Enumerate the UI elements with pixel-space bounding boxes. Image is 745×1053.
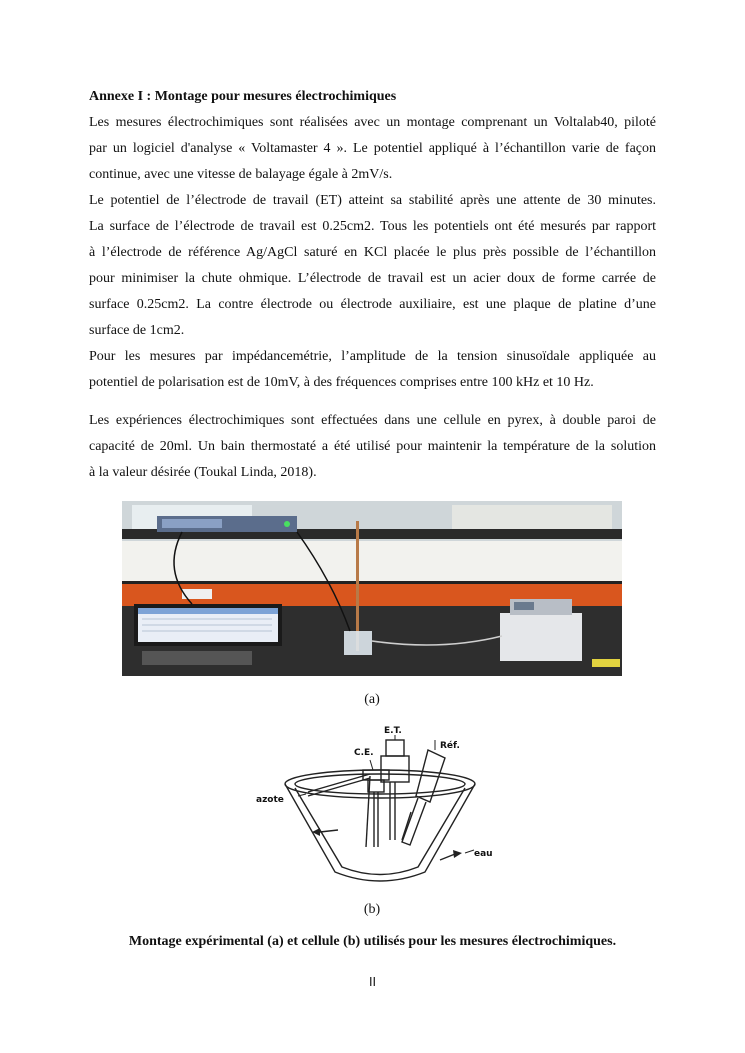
text-line: Les expériences électrochimiques sont effectuées dans une cellule en pyrex, à double paroi de [89,413,656,428]
text-line: capacité de 20ml. Un bain thermostaté a été utilisé pour maintenir la température de la solution [89,439,656,454]
text-line: pour minimiser la chute ohmique. L’électrode de travail est un acier doux de forme carrée de [89,271,656,286]
figure-label-a: (a) [364,692,380,707]
figure-caption: Montage expérimental (a) et cellule (b) utilisés pour les mesures électrochimiques. [128,934,617,949]
electrochemical-cell-drawing [250,722,493,890]
text-line: Pour les mesures par impédancemétrie, l’amplitude de la tension sinusoïdale appliquée au [89,349,656,364]
text-line: Le potentiel de l’électrode de travail (ET) atteint sa stabilité après une attente de 30 minutes. [89,193,656,208]
page-number: II [368,975,377,989]
text-line: à la valeur désirée (Toukal Linda, 2018). [89,465,317,480]
text-line: La surface de l’électrode de travail est 0.25cm2. Tous les potentiels ont été mesurés par rapport [89,219,656,234]
label-ref: Réf. [440,741,460,751]
text-line: surface de 1cm2. [89,323,185,338]
figure-label-b: (b) [363,902,381,917]
label-eau: eau [474,849,493,859]
lab-setup-illustration [122,501,622,676]
text-line: potentiel de polarisation est de 10mV, à des fréquences comprises entre 100 kHz et 10 Hz. [89,375,594,390]
lab-setup-photo [122,501,622,676]
label-ce: C.E. [354,748,374,758]
text-line: par un logiciel d'analyse « Voltamaster 4 ». Le potentiel appliqué à l’échantillon varie de façon [89,141,656,156]
text-line: surface 0.25cm2. La contre électrode ou électrode auxiliaire, est une plaque de platine d’une [89,297,656,312]
text-line: Les mesures électrochimiques sont réalisées avec un montage comprenant un Voltalab40, piloté [89,115,656,130]
annex-heading: Annexe I : Montage pour mesures électrochimiques [89,89,397,104]
text-line: à l’électrode de référence Ag/AgCl saturé en KCl placée le plus près possible de l’échantillon [89,245,656,260]
cell-diagram [250,722,493,890]
label-et: E.T. [384,726,402,736]
label-azote: azote [256,795,284,805]
text-line: continue, avec une vitesse de balayage égale à 2mV/s. [89,167,393,182]
